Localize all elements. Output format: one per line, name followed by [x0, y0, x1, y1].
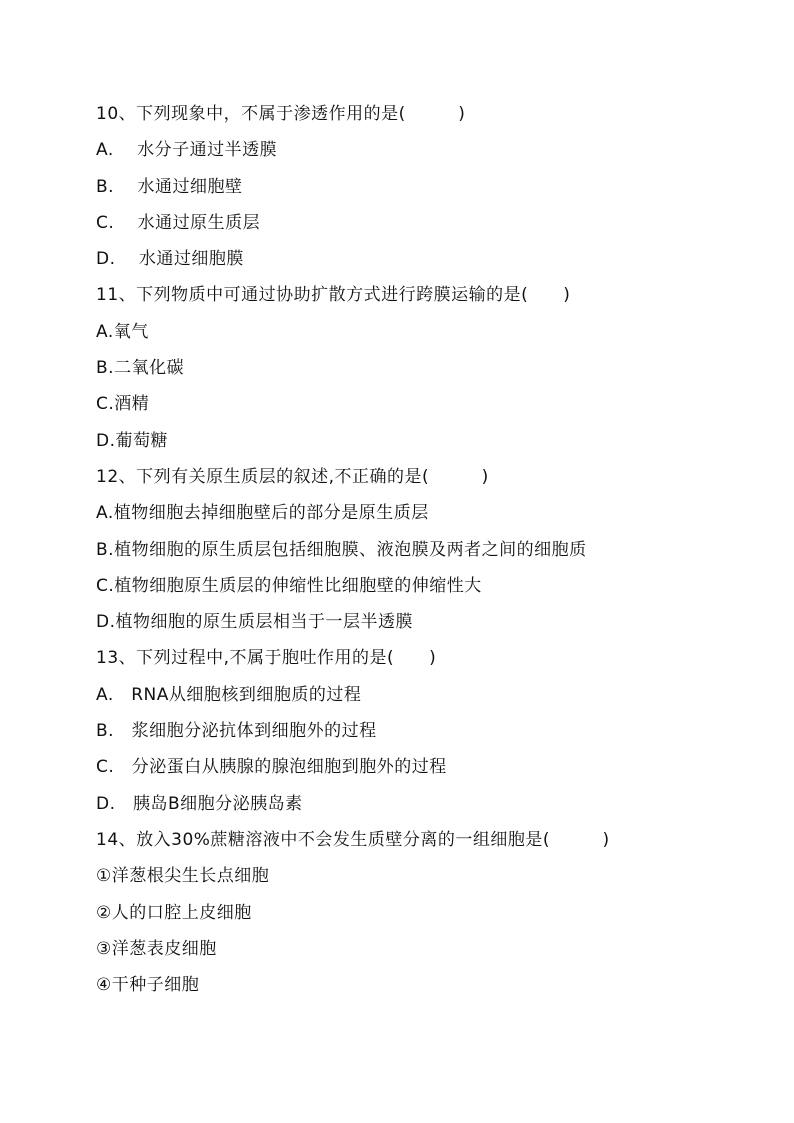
option-b: B. 浆细胞分泌抗体到细胞外的过程: [96, 721, 377, 742]
question-stem: 14、放入30%蔗糖溶液中不会发生质壁分离的一组细胞是( ): [96, 829, 610, 850]
option-c: C.植物细胞原生质层的伸缩性比细胞壁的伸缩性大: [96, 575, 482, 596]
option-3: ③洋葱表皮细胞: [96, 938, 217, 959]
question-13: [96, 640, 734, 821]
option-a: A. RNA从细胞核到细胞质的过程: [96, 684, 362, 705]
question-10: [96, 96, 734, 277]
option-d: D. 胰岛B细胞分泌胰岛素: [96, 793, 303, 814]
option-a: A. 水分子通过半透膜: [96, 140, 278, 161]
option-4: ④干种子细胞: [96, 975, 200, 996]
option-list: [96, 132, 734, 277]
option-list: [96, 858, 734, 1003]
option-1: ①洋葱根尖生长点细胞: [96, 866, 270, 887]
question-14: [96, 822, 734, 1003]
option-list: [96, 677, 734, 822]
question-stem: 11、下列物质中可通过协助扩散方式进行跨膜运输的是( ): [96, 285, 571, 306]
question-stem: 10、下列现象中，不属于渗透作用的是( ): [96, 104, 466, 124]
option-d: D.葡萄糖: [96, 430, 168, 451]
option-a: A.氧气: [96, 321, 149, 342]
option-list: [96, 314, 734, 459]
option-2: ②人的口腔上皮细胞: [96, 902, 252, 923]
option-a: A.植物细胞去掉细胞壁后的部分是原生质层: [96, 503, 429, 524]
option-c: C.酒精: [96, 394, 150, 415]
question-stem: 12、下列有关原生质层的叙述,不正确的是( ): [96, 466, 489, 487]
question-stem: 13、下列过程中,不属于胞吐作用的是( ): [96, 648, 437, 669]
option-b: B.二氧化碳: [96, 358, 185, 379]
option-d: D. 水通过细胞膜: [96, 249, 244, 270]
option-d: D.植物细胞的原生质层相当于一层半透膜: [96, 612, 413, 633]
option-c: C. 水通过原生质层: [96, 212, 261, 233]
option-c: C. 分泌蛋白从胰腺的腺泡细胞到胞外的过程: [96, 757, 447, 778]
option-list: [96, 495, 734, 640]
question-12: [96, 459, 734, 640]
question-11: [96, 277, 734, 458]
option-b: B.植物细胞的原生质层包括细胞膜、液泡膜及两者之间的细胞质: [96, 539, 587, 560]
option-b: B. 水通过细胞壁: [96, 176, 243, 197]
